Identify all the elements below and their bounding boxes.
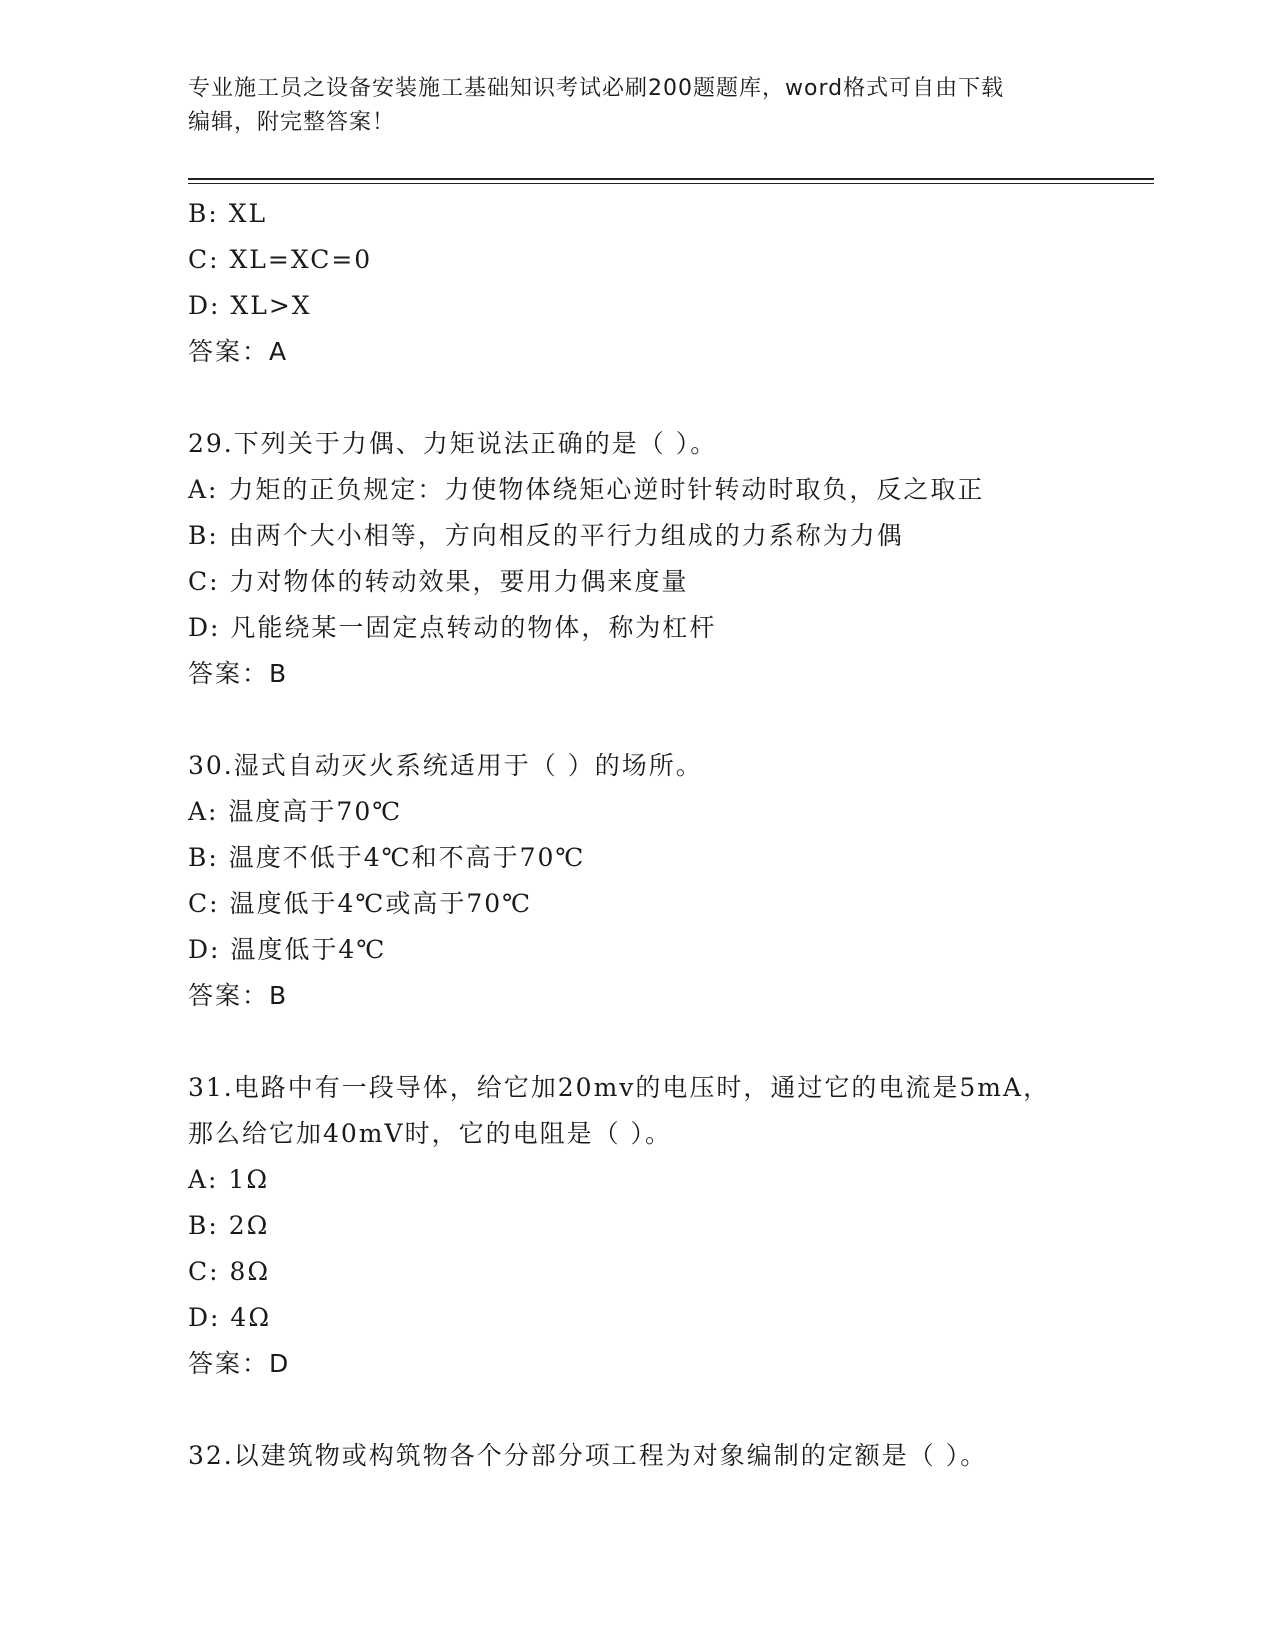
option-a: A: 温度高于70℃ xyxy=(188,797,403,826)
option-c: C: 力对物体的转动效果，要用力偶来度量 xyxy=(188,567,689,596)
option-b: B: 温度不低于4℃和不高于70℃ xyxy=(188,843,586,872)
option-a: A: 力矩的正负规定：力使物体绕矩心逆时针转动时取负，反之取正 xyxy=(188,475,985,504)
question-30 xyxy=(188,743,1154,1019)
document-header xyxy=(188,72,1088,140)
option-d: D: XL>X xyxy=(188,291,312,320)
option-b: B: 由两个大小相等，方向相反的平行力组成的力系称为力偶 xyxy=(188,521,904,550)
option-c: C: XL=XC=0 xyxy=(188,245,373,274)
option-d: D: 4Ω xyxy=(188,1303,272,1332)
header-title-line-2: 编辑，附完整答案！ xyxy=(188,110,396,135)
option-b: B: 2Ω xyxy=(188,1211,270,1240)
option-b: B: XL xyxy=(188,199,268,228)
header-divider-thin xyxy=(188,183,1154,184)
option-d: D: 温度低于4℃ xyxy=(188,935,387,964)
option-a: A: 1Ω xyxy=(188,1165,270,1194)
answer-line: 答案：D xyxy=(188,1349,291,1378)
question-list xyxy=(188,191,1154,1479)
header-divider-thick xyxy=(188,178,1154,180)
question-29 xyxy=(188,421,1154,697)
question-stem: 29.下列关于力偶、力矩说法正确的是（ ）。 xyxy=(188,429,718,458)
question-stem: 30.湿式自动灭火系统适用于（ ）的场所。 xyxy=(188,751,703,780)
option-c: C: 8Ω xyxy=(188,1257,271,1286)
header-title-line-1: 专业施工员之设备安装施工基础知识考试必刷200题题库，word格式可自由下载 xyxy=(188,76,1005,101)
question-stem-line-2: 那么给它加40mV时，它的电阻是（ ）。 xyxy=(188,1119,673,1148)
question-stem: 32.以建筑物或构筑物各个分部分项工程为对象编制的定额是（ ）。 xyxy=(188,1441,988,1470)
answer-line: 答案：B xyxy=(188,981,289,1010)
answer-line: 答案：A xyxy=(188,337,289,366)
option-d: D: 凡能绕某一固定点转动的物体，称为杠杆 xyxy=(188,613,717,642)
question-28-continued xyxy=(188,191,1154,375)
answer-line: 答案：B xyxy=(188,659,289,688)
question-31 xyxy=(188,1065,1154,1387)
option-c: C: 温度低于4℃或高于70℃ xyxy=(188,889,533,918)
question-32 xyxy=(188,1433,1154,1479)
question-stem-line-1: 31.电路中有一段导体，给它加20mv的电压时，通过它的电流是5mA， xyxy=(188,1073,1051,1102)
